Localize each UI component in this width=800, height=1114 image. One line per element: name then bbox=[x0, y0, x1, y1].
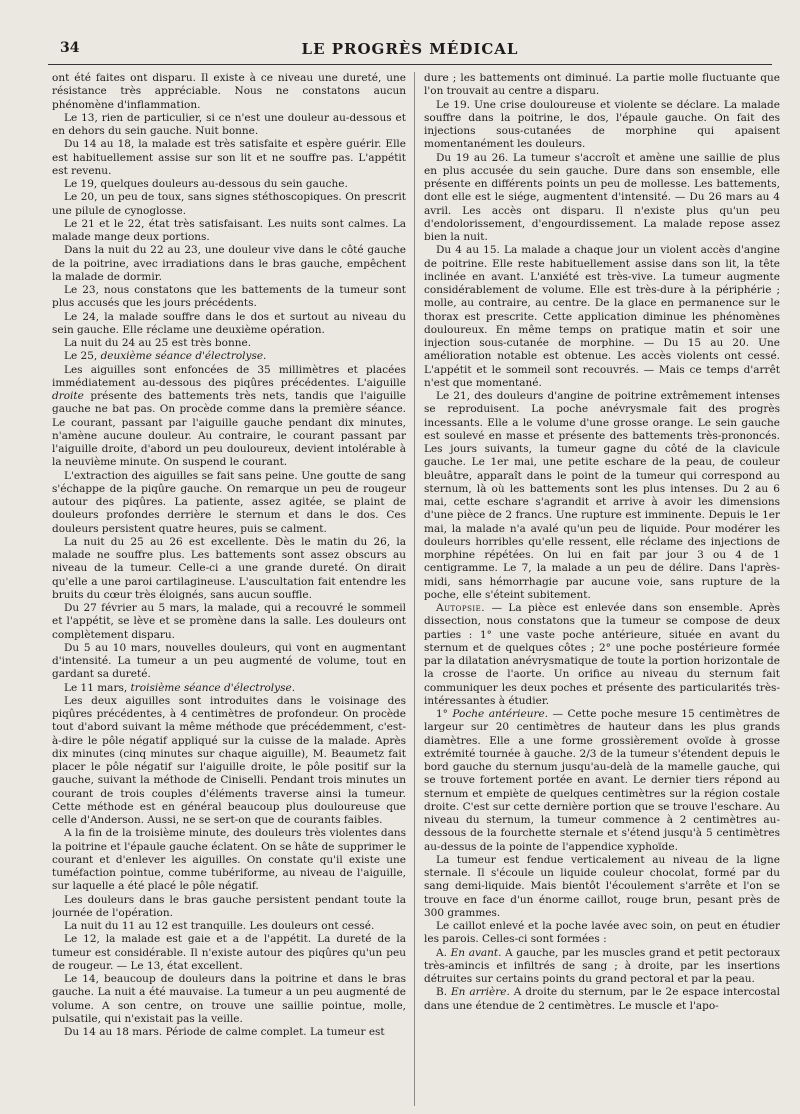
paragraph: Du 14 au 18 mars. Période de calme complet. La tumeur est bbox=[64, 1026, 385, 1038]
paragraph: Le 20, un peu de toux, sans signes stéthoscopiques. On prescrit une pilule de cynoglosse. bbox=[52, 191, 406, 217]
seance-prefix: Le 11 mars, bbox=[64, 681, 131, 694]
text-run: — La pièce est enlevée dans son ensemble. Après dissection, nous constatons que la tumeur se compose de deux parties : 1° une vaste poche antérieure, située en avant du sternum et de quelques côtes ; 2° une poche postérieure formée par la dilatation anévrysmatique de toute la portion horizontale de la crosse de l'aorte. Un orifice au niveau du sternum fait communiquer les deux poches et présente des particularités très-intéressantes à étudier. bbox=[424, 602, 780, 707]
paragraph: Du 4 au 15. La malade a chaque jour un violent accès d'angine de poitrine. Elle reste habituellement assise dans son lit, la tête inclinée en avant. L'anxiété est très-vive. La tumeur augmente considérablement de volume. Elle est très-dure à la périphérie ; molle, au contraire, au centre. De la glace en permanence sur le thorax est prescrite. Cette application diminue les phénomènes douloureux. En même temps on pratique matin et soir une injection sous-cutanée de morphine. — Du 15 au 20. Une amélioration notable est obtenue. Les accès violents ont cessé. L'appétit et le sommeil sont recouvrés. — Mais ce temps d'arrêt n'est que momentané. bbox=[424, 244, 780, 389]
paragraph: Le 13, rien de particulier, si ce n'est une douleur au-dessous et en dehors du sein gauche. Nuit bonne. bbox=[52, 111, 406, 137]
list-item bbox=[424, 986, 780, 1013]
paragraph: Le 24, la malade souffre dans le dos et surtout au niveau du sein gauche. Elle réclame une deuxième opération. bbox=[52, 310, 406, 336]
paragraph: L'extraction des aiguilles se fait sans peine. Une goutte de sang s'échappe de la piqûre gauche. On remarque un peu de rougeur autour des piqûres. La patiente, assez agitée, se plaint de douleurs profondes derrière le sternum et dans le dos. Ces douleurs persistent quatre heures, puis se calment. bbox=[52, 469, 406, 535]
paragraph: Le 19, quelques douleurs au-dessous du sein gauche. bbox=[64, 178, 348, 190]
seance-heading bbox=[52, 682, 406, 695]
paragraph: Le 21, des douleurs d'angine de poitrine extrêmement intenses se reproduisent. La poche anévrysmale fait des progrès incessants. Elle a le volume d'une grosse orange. Le sein gauche est soulevé en masse et présente des battements très-prononcés. Les jours suivants, la tumeur gagne du côté de la clavicule gauche. Le 1er mai, une petite eschare de la peau, de couleur bleuâtre, apparaît dans le point de la tumeur qui correspond au sternum, là où les battements sont les plus intenses. Du 2 au 6 mai, cette eschare s'agrandit et arrive à avoir les dimensions d'une pièce de 2 francs. Une rupture est imminente. Depuis le 1er mai, la malade n'a avalé qu'un peu de liquide. Pour modérer les douleurs horribles qu'elle ressent, elle réclame des injections de morphine répétées. On lui en fait par jour 3 ou 4 de 1 centigramme. Le 7, la malade a un peu de délire. Dans l'après-midi, sans hémorrhagie par aucune voie, sans rupture de la poche, elle s'éteint subitement. bbox=[424, 390, 780, 601]
paragraph bbox=[52, 364, 406, 470]
poche-paragraph bbox=[424, 708, 780, 854]
seance-title: deuxième séance d'électrolyse. bbox=[100, 350, 267, 363]
paragraph: Le 12, la malade est gaie et a de l'appétit. La dureté de la tumeur est considérable. Il n'existe autour des piqûres qu'un peu de rougeur. — Le 13, état excellent. bbox=[52, 933, 406, 972]
paragraph: Les douleurs dans le bras gauche persistent pendant toute la journée de l'opération. bbox=[52, 893, 406, 919]
journal-title: LE PROGRÈS MÉDICAL bbox=[301, 40, 519, 58]
paragraph: Du 14 au 18, la malade est très satisfaite et espère guérir. Elle est habituellement assise sur son lit et ne souffre pas. L'appétit est revenu. bbox=[52, 138, 406, 177]
paragraph: La tumeur est fendue verticalement au niveau de la ligne sternale. Il s'écoule un liquide couleur chocolat, formé par du sang demi-liquide. Mais bientôt l'écoulement s'arrête et l'on se trouve en face d'un énorme caillot, rouge brun, pesant près de 300 grammes. bbox=[424, 853, 780, 919]
seance-heading bbox=[52, 350, 406, 363]
text-run: Les aiguilles sont enfoncées de 35 millimètres et placées immédiatement au-dessous des piqûres précédentes. L'aiguille bbox=[52, 363, 406, 389]
paragraph: dure ; les battements ont diminué. La partie molle fluctuante que l'on trouvait au centre a disparu. bbox=[424, 72, 780, 98]
page-header bbox=[48, 38, 772, 65]
paragraph: Le 21 et le 22, état très satisfaisant. Les nuits sont calmes. La malade mange deux portions. bbox=[52, 217, 406, 243]
text-run: A. bbox=[436, 946, 451, 959]
text-run: — Cette poche mesure 15 centimètres de largeur sur 20 centimètres de hauteur dans les plus grands diamètres. Elle a une forme grossièrement ovoïde à grosse extrémité tournée à gauche. 2/3 de la tumeur s'étendent depuis le bord gauche du sternum jusqu'au-delà de la mamelle gauche, qui se trouve fortement portée en avant. Le dernier tiers répond au sternum et empiète de quelques centimètres sur la région costale droite. C'est sur cette dernière portion que se trouve l'eschare. Au niveau du sternum, la tumeur commence à 2 centimètres au-dessous de la fourchette sternale et s'étend jusqu'à 5 centimètres au-dessus de la pointe de l'appendice xyphoïde. bbox=[424, 708, 780, 853]
right-column bbox=[424, 72, 780, 1108]
paragraph: La nuit du 11 au 12 est tranquille. Les douleurs ont cessé. bbox=[64, 920, 375, 932]
column-divider bbox=[414, 72, 415, 1106]
text-run: présente des battements très nets, tandis que l'aiguille gauche ne bat pas. On procède comme dans la première séance. Le courant, passant par l'aiguille gauche pendant dix minutes, n'amène aucune douleur. Au contraire, le courant passant par l'aiguille droite, d'abord un peu douloureux, devient intolérable à la neuvième minute. On suspend le courant. bbox=[52, 390, 406, 469]
text-run: A droite du sternum, par le 2e espace intercostal dans une étendue de 2 centimètres. Le muscle et l'apo- bbox=[424, 986, 780, 1012]
paragraph: Du 27 février au 5 mars, la malade, qui a recouvré le sommeil et l'appétit, se lève et se promène dans la salle. Les douleurs ont complètement disparu. bbox=[52, 602, 406, 641]
paragraph: La nuit du 24 au 25 est très bonne. bbox=[64, 337, 252, 349]
italic-run: En avant. bbox=[450, 946, 502, 959]
paragraph: Le 23, nous constatons que les battements de la tumeur sont plus accusés que les jours précédents. bbox=[52, 284, 406, 310]
text-run: B. bbox=[436, 986, 451, 999]
seance-title: troisième séance d'électrolyse. bbox=[130, 681, 296, 694]
italic-run: En arrière. bbox=[451, 986, 510, 999]
paragraph: ont été faites ont disparu. Il existe à ce niveau une dureté, une résistance très appréciable. Nous ne constatons aucun phénomène d'inflammation. bbox=[52, 72, 406, 111]
paragraph: Du 5 au 10 mars, nouvelles douleurs, qui vont en augmentant d'intensité. La tumeur a un peu augmenté de volume, tout en gardant sa dureté. bbox=[52, 641, 406, 681]
paragraph: Le 14, beaucoup de douleurs dans la poitrine et dans le bras gauche. La nuit a été mauvaise. La tumeur a un peu augmenté de volume. A son centre, on trouve une saillie pointue, molle, pulsatile, qui n'existait pas la veille. bbox=[52, 973, 406, 1025]
paragraph: Le 19. Une crise douloureuse et violente se déclare. La malade souffre dans la poitrine, le dos, l'épaule gauche. On fait des injections sous-cutanées de morphine qui apaisent momentanément les douleurs. bbox=[424, 98, 780, 151]
paragraph: Les deux aiguilles sont introduites dans le voisinage des piqûres précédentes, à 4 centimètres de profondeur. On procède tout d'abord suivant la même méthode que précédemment, c'est-à-dire le pôle négatif appliqué sur la cuisse de la malade. Après dix minutes (cinq minutes sur chaque aiguille), M. Beaumetz fait placer le pôle négatif sur l'aiguille droite, le pôle positif sur la gauche, suivant la méthode de Ciniselli. Pendant trois minutes un courant de trois couples d'éléments traverse ainsi la tumeur. Cette méthode est en général beaucoup plus douloureuse que celle d'Anderson. Aussi, ne se sert-on que de courants faibles. bbox=[52, 694, 406, 826]
text-run: A gauche, par les muscles grand et petit pectoraux très-amincis et infiltrés de sang ; à droite, par les insertions détruites sur certains points du grand pectoral et par la peau. bbox=[424, 946, 780, 985]
left-column bbox=[52, 72, 406, 1108]
autopsie-label: Autopsie. bbox=[436, 602, 486, 614]
paragraph: Dans la nuit du 22 au 23, une douleur vive dans le côté gauche de la poitrine, avec irradiations dans le bras gauche, empêchent la malade de dormir. bbox=[52, 244, 406, 283]
list-item bbox=[424, 947, 780, 987]
italic-run: Poche antérieure. bbox=[452, 708, 549, 720]
paragraph: Le caillot enlevé et la poche lavée avec soin, on peut en étudier les parois. Celles-ci sont formées : bbox=[424, 920, 780, 946]
text-run: 1° bbox=[436, 708, 453, 720]
paragraph: A la fin de la troisième minute, des douleurs très violentes dans la poitrine et l'épaule gauche éclatent. On se hâte de supprimer le courant et d'enlever les aiguilles. On constate qu'il existe une tuméfaction pointue, comme tubériforme, au niveau de l'aiguille, sur laquelle a été placé le pôle négatif. bbox=[52, 827, 406, 893]
page-number: 34 bbox=[60, 40, 80, 56]
autopsie-paragraph bbox=[424, 602, 780, 708]
paragraph: Du 19 au 26. La tumeur s'accroît et amène une saillie de plus en plus accusée du sein gauche. Dure dans son ensemble, elle présente en différents points un peu de mollesse. Les battements, dont elle est le siége, augmentent d'intensité. — Du 26 mars au 4 avril. Les accès ont disparu. Il n'existe plus qu'un peu d'endolorissement, d'engourdissement. La malade repose assez bien la nuit. bbox=[424, 151, 780, 243]
italic-run: droite bbox=[52, 390, 84, 402]
seance-prefix: Le 25, bbox=[64, 350, 101, 363]
paragraph: La nuit du 25 au 26 est excellente. Dès le matin du 26, la malade ne souffre plus. Les battements sont assez obscurs au niveau de la tumeur. Celle-ci a une grande dureté. On dirait qu'elle a une paroi cartilagineuse. L'auscultation fait entendre les bruits du cœur très éloignés, sans aucun souffle. bbox=[52, 535, 406, 601]
